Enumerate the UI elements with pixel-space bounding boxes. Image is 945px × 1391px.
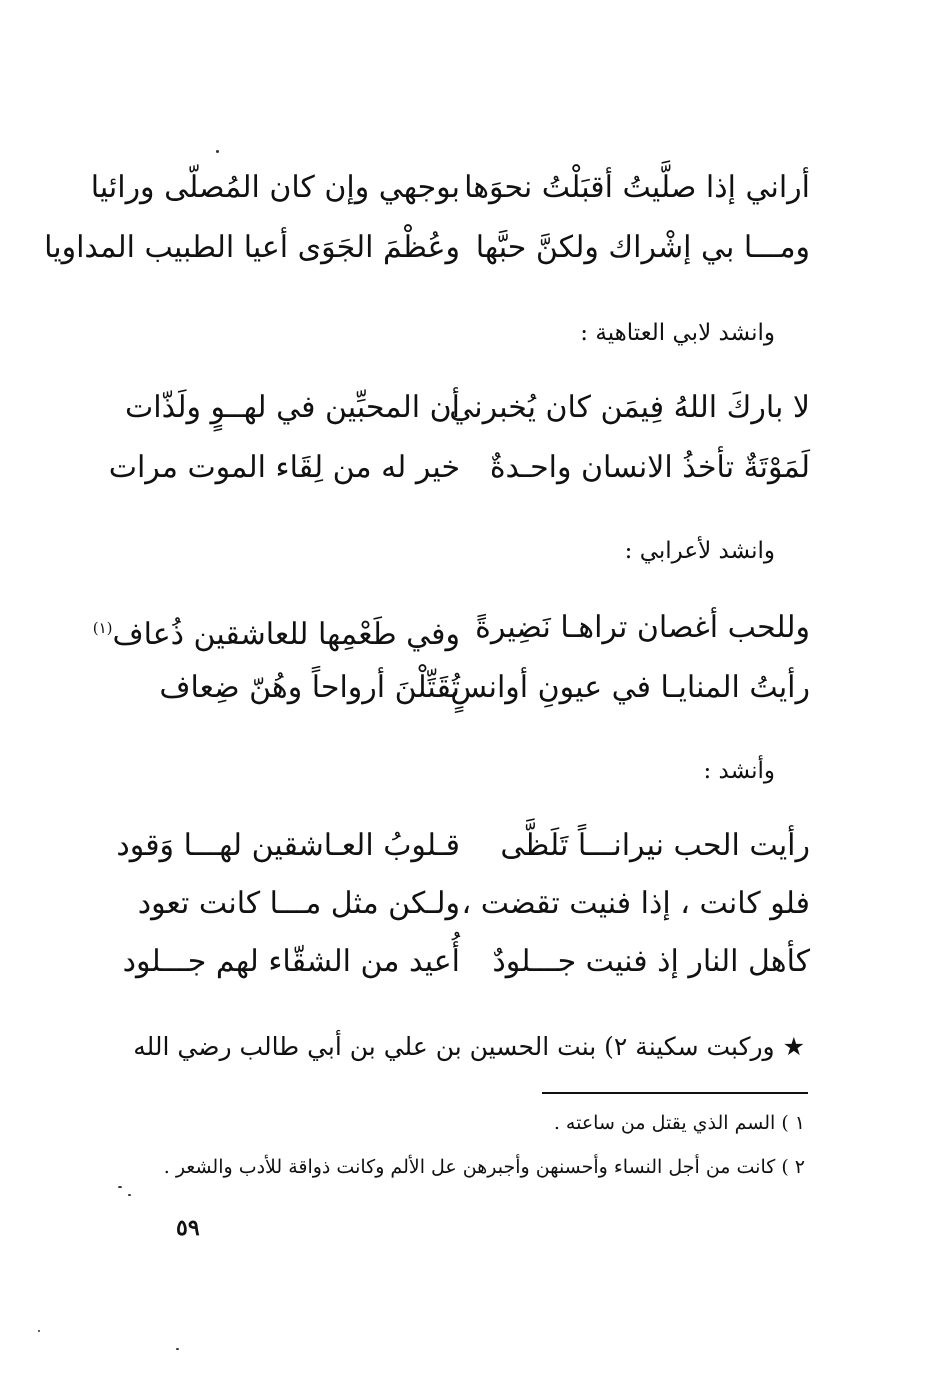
verse-3-first-hemistich: لا باركَ اللهُ فِيمَن كان يُخبرني (449, 390, 810, 425)
footnote-2: ٢ ) كانت من أجل النساء وأحسنهن وأجبرهن عل الألم وكانت ذواقة للأدب والشعر . (163, 1156, 805, 1178)
intro-abu-al-atahiya: وانشد لابي العتاهية : (580, 320, 775, 346)
verse-7-first-hemistich: رأيت الحب نيرانـــاً تَلَظَّى (500, 828, 810, 863)
footnote-1: ١ ) السم الذي يقتل من ساعته . (553, 1112, 805, 1134)
verse-5-second-text: وفي طَعْمِها للعاشقين ذُعاف (112, 617, 460, 652)
scan-speck (118, 1186, 122, 1188)
star-bullet-icon: ★ (782, 1032, 805, 1061)
verse-2-first-hemistich: ومـــا بي إشْراك ولكنَّ حبَّها (475, 230, 810, 265)
scan-speck (216, 150, 219, 153)
verse-2-second-hemistich: وعُظْمَ الجَوَى أعيا الطبيب المداويا (44, 230, 460, 265)
verse-1-first-hemistich: أراني إذا صلَّيتُ أقبَلْتُ نحوَها (464, 170, 810, 205)
verse-6-second-hemistich: تُقَتِّلْنَ أرواحاً وهُنّ ضِعاف (159, 670, 460, 705)
verse-8-first-hemistich: فلو كانت ، إذا فنيت تقضت ، (461, 886, 810, 921)
verse-4-second-hemistich: خير له من لِقَاء الموت مرات (108, 450, 460, 485)
verse-5-second-hemistich (92, 608, 460, 655)
footnote-marker-1: (١) (92, 619, 113, 637)
sukayna-paragraph (125, 1030, 805, 1064)
scan-speck (38, 1330, 40, 1332)
scan-speck (176, 1348, 179, 1350)
verse-6-first-hemistich: رأيتُ المنايـا في عيونِ أوانسٍ (450, 670, 810, 705)
verse-5-first-hemistich: وللحب أغصان تراهـا نَضِيرةً (475, 610, 810, 645)
scan-speck (128, 1194, 131, 1196)
verse-1-second-hemistich: بوجهي وإن كان المُصلّى ورائيا (90, 170, 460, 205)
sukayna-paragraph-text: وركبت سكينة ٢) بنت الحسين بن علي بن أبي طالب رضي الله (133, 1032, 775, 1061)
verse-4-first-hemistich: لَمَوْتَةٌ تأخذُ الانسان واحـدةٌ (489, 450, 810, 485)
page-number: ٥٩ (176, 1215, 200, 1241)
footnote-divider (542, 1092, 808, 1094)
verse-7-second-hemistich: قـلوبُ العـاشقين لهـــا وَقود (116, 828, 460, 863)
verse-9-first-hemistich: كأهل النار إذ فنيت جـــلودٌ (492, 944, 810, 979)
verse-8-second-hemistich: ولـكن مثل مـــا كانت تعود (137, 886, 460, 921)
verse-9-second-hemistich: أُعيد من الشقّاء لهم جـــلود (122, 944, 460, 979)
verse-3-second-hemistich: أن المحبِّين في لهــوٍ ولَذّات (125, 390, 460, 425)
intro-bedouin: وانشد لأعرابي : (624, 538, 775, 564)
intro-recited: وأنشد : (703, 758, 775, 784)
